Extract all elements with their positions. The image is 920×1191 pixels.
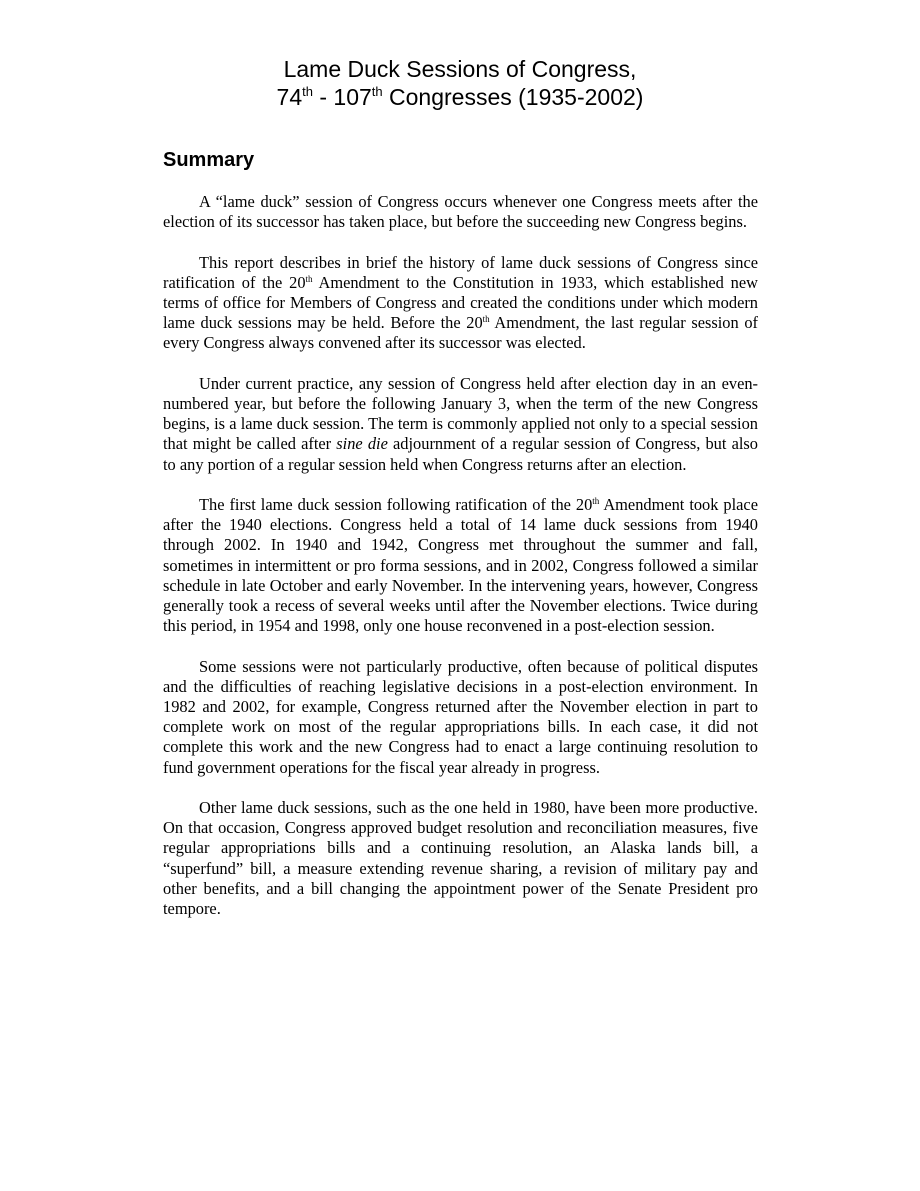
paragraph-4: [163, 495, 758, 636]
title-ordinal-suffix: th: [302, 84, 313, 99]
paragraph-2-text-a: This report describes in brief the history of lame duck sessions of Congress since ratification of the 20: [163, 252, 758, 292]
title-last-congress-number: 107: [333, 84, 372, 110]
title-range-separator: -: [312, 84, 334, 110]
paragraph-2-text-b: Amendment to the Constitution in 1933, which established new terms of office for Members of Congress and created the conditions under which modern lame duck sessions may be held. Before the 20: [163, 272, 758, 333]
title-first-congress-number: 74: [276, 84, 303, 110]
ordinal-suffix: th: [482, 314, 490, 325]
title-line-2-rest: Congresses (1935-2002): [382, 84, 644, 110]
paragraph-6: Other lame duck sessions, such as the one held in 1980, have been more productive. On that occasion, Congress approved budget resolution and reconciliation measures, five regular appropriations bills and a continuing resolution, an Alaska lands bill, a “superfund” bill, a measure extending revenue sharing, a revision of military pay and other benefits, and a bill changing the appointment power of the Senate President pro tempore.: [163, 798, 758, 919]
paragraph-3-text-a: Under current practice, any session of Congress held after election day in an even-numbered year, but before the following January 3, when the term of the new Congress begins, is a lame duck session. The term is commonly applied not only to a special session that might be called after: [163, 373, 758, 454]
ordinal-suffix: th: [305, 273, 313, 284]
italic-term-sine-die: sine die: [336, 434, 388, 454]
paragraph-5: Some sessions were not particularly productive, often because of political disputes and the difficulties of reaching legislative decisions in a post-election environment. In 1982 and 2002, for example, Congress returned after the November election in part to complete work on most of the regular appropriations bills. In each case, it did not complete this work and the new Congress had to enact a large continuing resolution to fund government operations for the fiscal year already in progress.: [163, 656, 758, 777]
paragraph-4-text-a: The first lame duck session following ratification of the 20: [199, 495, 593, 514]
section-heading-summary: Summary: [163, 149, 255, 171]
paragraph-3-text-b: adjournment of a regular session of Congress, but also to any portion of a regular session held when Congress returns after an election.: [163, 434, 758, 474]
ordinal-suffix: th: [592, 496, 600, 506]
paragraph-4-text-b: Amendment took place after the 1940 elections. Congress held a total of 14 lame duck sessions from 1940 through 2002. In 1940 and 1942, Congress met throughout the summer and fall, sometimes in intermittent or pro forma sessions, and in 2002, Congress followed a similar schedule in late October and early November. In the intervening years, however, Congress generally took a recess of several weeks until after the November elections. Twice during this period, in 1954 and 1998, only one house reconvened in a post-election session.: [163, 495, 758, 636]
title-line-1: Lame Duck Sessions of Congress,: [283, 56, 637, 82]
paragraph-2-text-c: Amendment, the last regular session of every Congress always convened after its successor was elected.: [163, 313, 758, 353]
paragraph-1: A “lame duck” session of Congress occurs whenever one Congress meets after the election of its successor has taken place, but before the succeeding new Congress begins.: [163, 192, 758, 232]
title-ordinal-suffix: th: [371, 84, 383, 99]
document-title: [160, 55, 760, 111]
paragraph-3: [163, 374, 758, 475]
summary-body: [163, 192, 758, 939]
paragraph-2: [163, 253, 758, 354]
